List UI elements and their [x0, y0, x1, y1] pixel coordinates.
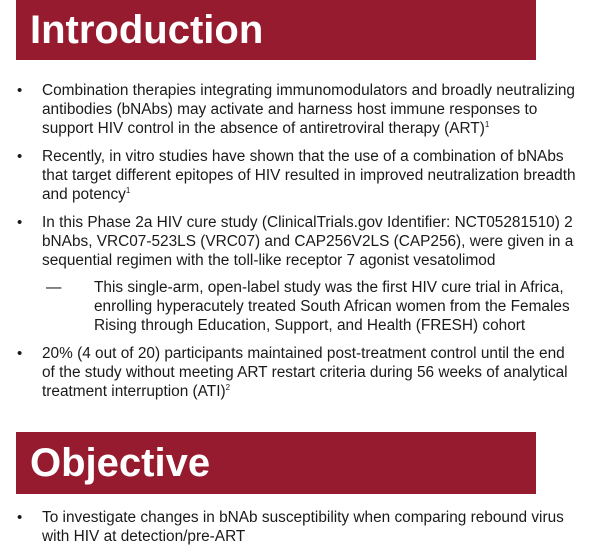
introduction-sub-bullet [42, 278, 576, 335]
sub-bullet-text: This single-arm, open-label study was the first HIV cure trial in Africa, enrolling hyperacutely treated South African women from the Females Rising through Education, Support, and Health (FRESH) cohort [94, 279, 570, 334]
objective-bullet-list [16, 508, 576, 555]
bullet-marker: • [17, 509, 23, 526]
dash-marker: — [46, 279, 62, 296]
objective-heading: Objective [30, 440, 211, 485]
bullet-marker: • [17, 82, 23, 99]
introduction-bullet-4 [16, 344, 576, 401]
bullet-text: Recently, in vitro studies have shown that the use of a combination of bNAbs that target different epitopes of HIV resulted in improved neutralization breadth and potency [42, 148, 576, 203]
bullet-text: 20% (4 out of 20) participants maintained post-treatment control until the end of the study without meeting ART restart criteria during 56 weeks of analytical treatment interruption (ATI) [42, 345, 568, 400]
introduction-sub-list [42, 278, 576, 335]
introduction-bullet-1 [16, 81, 576, 138]
reference-superscript: 2 [225, 382, 231, 392]
bullet-text: Combination therapies integrating immunomodulators and broadly neutralizing antibodies (bNAbs) may activate and harness host immune responses to support HIV control in the absence of antiretroviral therapy (ART) [42, 82, 575, 137]
introduction-heading: Introduction [30, 7, 264, 52]
bullet-text: To investigate changes in bNAb susceptibility when comparing rebound virus with HIV at detection/pre-ART [42, 509, 564, 545]
bullet-marker: • [17, 214, 23, 231]
bullet-marker: • [17, 148, 23, 165]
objective-heading-banner [16, 432, 536, 494]
reference-superscript: 1 [125, 185, 131, 195]
introduction-heading-banner [16, 0, 536, 60]
introduction-bullet-3 [16, 213, 576, 335]
introduction-bullet-2 [16, 147, 576, 204]
reference-superscript: 1 [484, 119, 490, 129]
objective-bullet-1 [16, 508, 576, 546]
introduction-bullet-list [16, 81, 576, 410]
bullet-text: In this Phase 2a HIV cure study (ClinicalTrials.gov Identifier: NCT05281510) 2 bNAbs, VRC07-523LS (VRC07) and CAP256V2LS (CAP256), were given in a sequential regimen with the toll-like receptor 7 agonist vesatolimod [42, 214, 574, 269]
bullet-marker: • [17, 345, 23, 362]
